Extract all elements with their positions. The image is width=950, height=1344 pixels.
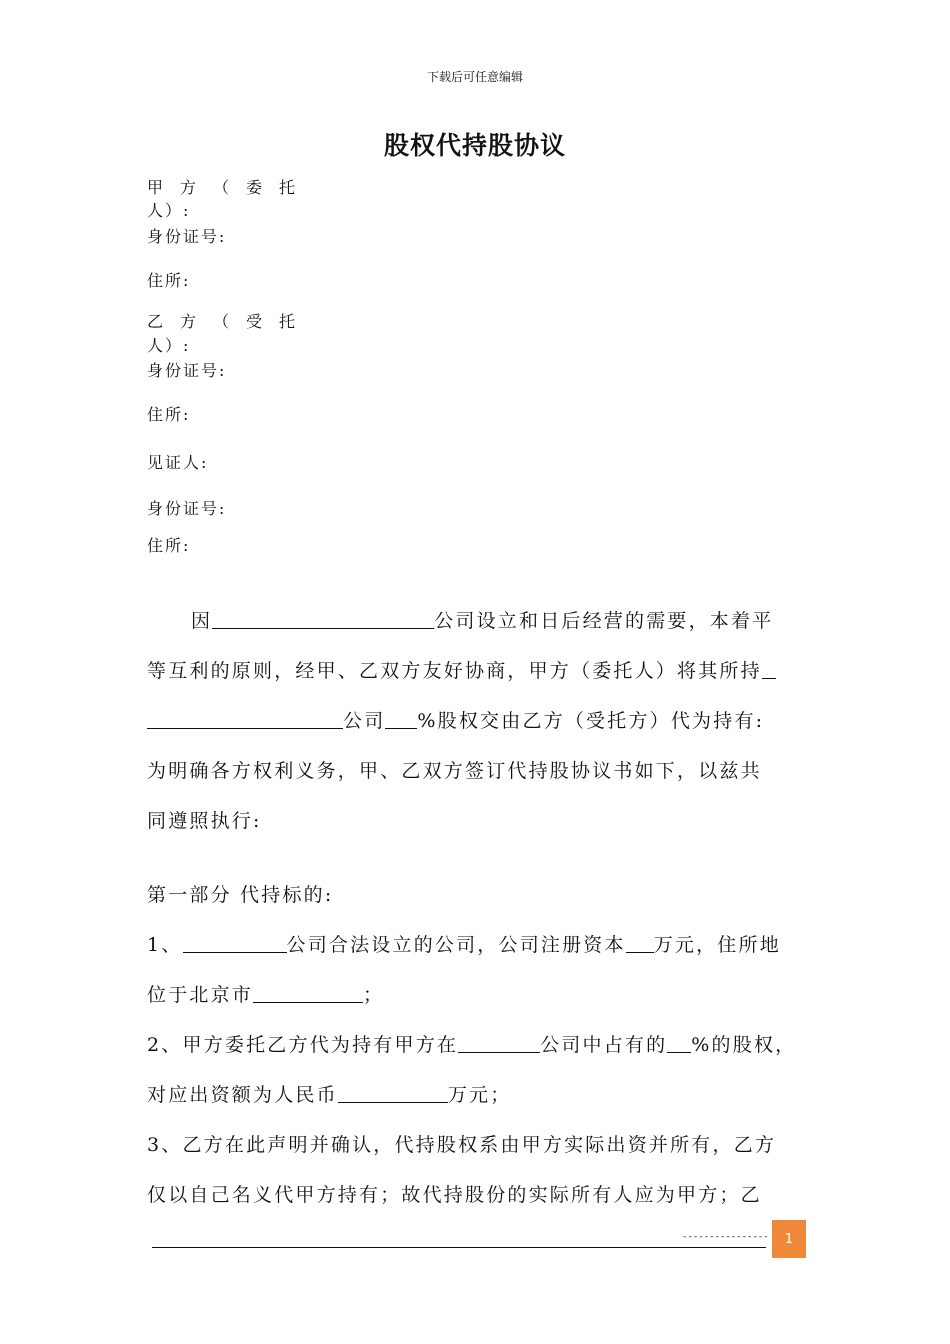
clause-2-line-2 <box>147 1080 511 1107</box>
clause-3-line-1: 3、乙方在此声明并确认，代持股权系由甲方实际出资并所有，乙方 <box>147 1134 777 1156</box>
witness-address-label: 住所: <box>147 536 191 555</box>
address-blank <box>253 984 363 1003</box>
clause-3-line-2: 仅以自己名义代甲方持有；故代持股份的实际所有人应为甲方；乙 <box>147 1184 762 1206</box>
clause-text: 万元； <box>447 1084 512 1106</box>
clause-text: ； <box>363 984 385 1006</box>
witness-id-label: 身份证号: <box>147 499 227 518</box>
party-a-address-label: 住所: <box>147 271 191 290</box>
party-a-id-label: 身份证号: <box>147 227 227 246</box>
party-b-id-label: 身份证号: <box>147 361 227 380</box>
company-blank <box>762 660 776 679</box>
amount-blank <box>338 1084 448 1103</box>
intro-text: 公司设立和日后经营的需要，本着平 <box>434 610 774 632</box>
clause-text: 位于北京市 <box>147 984 254 1006</box>
party-a-label-cont: 人）: <box>147 201 191 220</box>
company-blank <box>212 610 434 629</box>
party-b-label: 乙方（受托 <box>147 312 313 331</box>
intro-text: %股权交由乙方（受托方）代为持有: <box>417 710 765 732</box>
section-heading: 第一部分 代持标的: <box>147 884 334 906</box>
footer-dashes: ---------------- <box>682 1232 769 1242</box>
clause-2-line-1 <box>147 1030 796 1057</box>
intro-line-3 <box>147 706 764 733</box>
intro-text: 公司 <box>343 710 386 732</box>
document-title: 股权代持股协议 <box>383 131 566 160</box>
percent-blank <box>385 710 417 729</box>
clause-text: 公司合法设立的公司，公司注册资本 <box>286 934 626 956</box>
witness-label: 见证人: <box>147 453 209 472</box>
company-blank <box>183 934 287 953</box>
capital-blank <box>626 934 654 953</box>
company-blank <box>147 710 343 729</box>
header-note: 下载后可任意编辑 <box>426 70 523 84</box>
clause-text: 对应出资额为人民币 <box>147 1084 338 1106</box>
page-number: 1 <box>772 1220 806 1258</box>
clause-text: 2、甲方委托乙方代为持有甲方在 <box>147 1034 459 1056</box>
clause-text: %的股权， <box>691 1034 797 1056</box>
intro-line-5: 同遵照执行: <box>147 810 262 832</box>
party-b-address-label: 住所: <box>147 405 191 424</box>
company-blank <box>458 1034 540 1053</box>
intro-line-1 <box>191 606 773 633</box>
clause-text: 1、 <box>147 934 183 956</box>
party-b-label-cont: 人）: <box>147 336 191 355</box>
intro-text: 等互利的原则，经甲、乙双方友好协商，甲方（委托人）将其所持 <box>147 660 762 682</box>
clause-text: 公司中占有的 <box>540 1034 668 1056</box>
party-a-label: 甲方（委托 <box>147 178 313 197</box>
percent-blank <box>667 1034 691 1053</box>
intro-text: 因 <box>191 610 213 632</box>
footer-rule <box>152 1247 766 1248</box>
clause-1-line-2 <box>147 980 384 1007</box>
clause-1-line-1 <box>147 930 781 957</box>
intro-line-2 <box>147 656 776 683</box>
intro-line-4: 为明确各方权利义务，甲、乙双方签订代持股协议书如下，以兹共 <box>147 760 762 782</box>
clause-text: 万元，住所地 <box>653 934 781 956</box>
